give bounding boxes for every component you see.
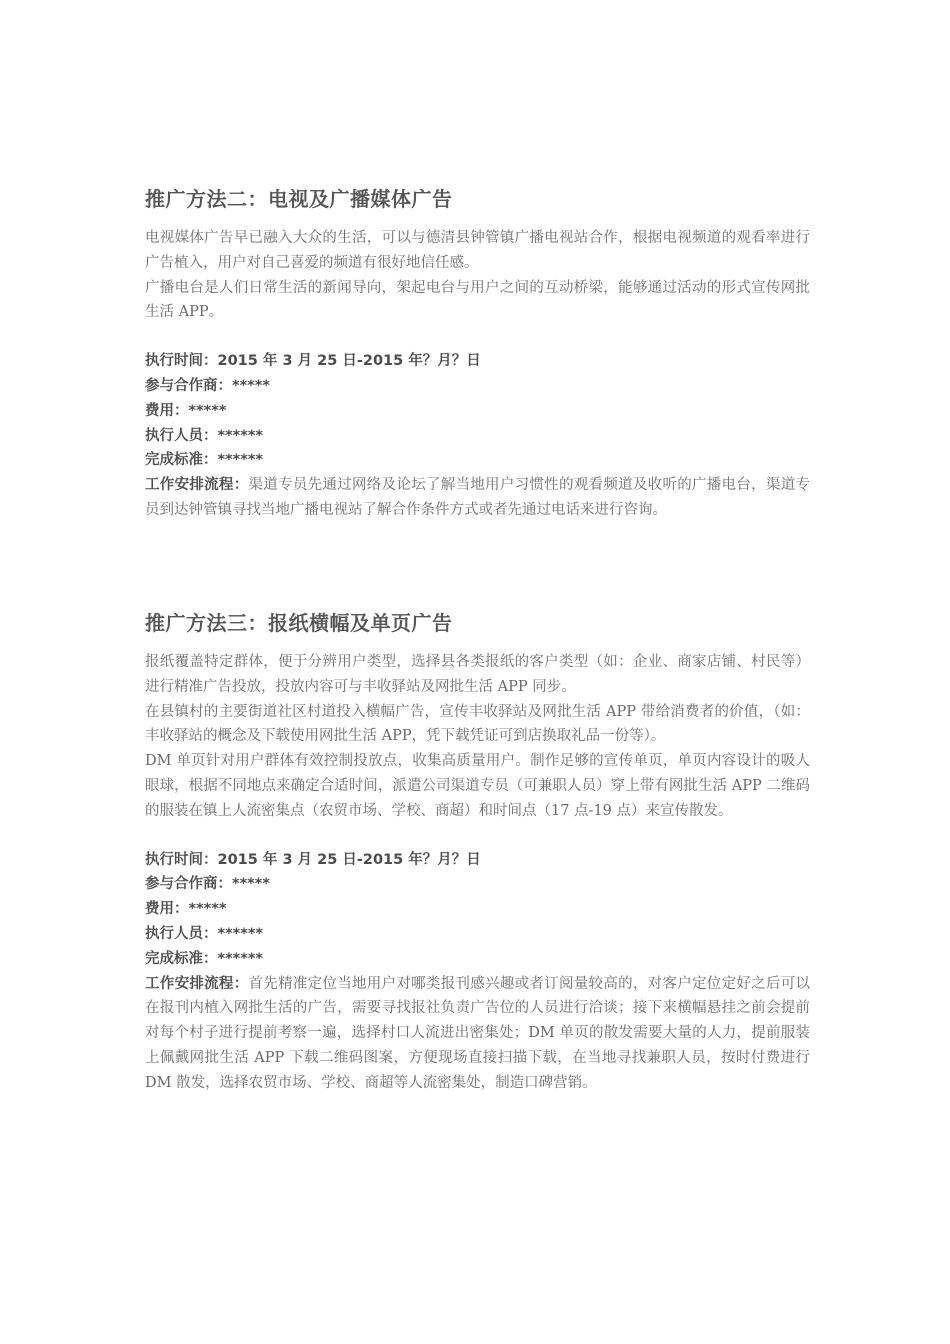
paragraph: 在县镇村的主要街道社区村道投入横幅广告，宣传丰收驿站及网批生活 APP 带给消费者的价值，（如：丰收驿站的概念及下载使用网批生活 APP，凭下载凭证可到店换取礼品一份等）。 [145,703,810,745]
label: 参与合作商： [145,377,232,394]
staff [145,424,810,449]
value: ****** [217,452,263,469]
paragraph: 报纸覆盖特定群体，便于分辨用户类型，选择县各类报纸的客户类型（如：企业、商家店铺、村民等）进行精准广告投放，投放内容可与丰收驿站及网批生活 APP 同步。 [145,654,810,695]
completion-standard [145,947,810,972]
paragraph: DM 单页针对用户群体有效控制投放点，收集高质量用户。制作足够的宣传单页，单页内容设计的吸人眼球，根据不同地点来确定合适时间，派遣公司渠道专员（可兼职人员）穿上带有网批生活 APP 二维码的服装在镇上人流密集点（农贸市场、学校、商超）和时间点（17 点-19 点）来宣传散发。 [145,753,810,819]
value: ***** [232,876,270,893]
work-flow [145,972,810,1096]
label: 执行人员： [145,925,218,942]
label: 工作安排流程： [145,975,249,992]
value: 2015 年 3 月 25 日-2015 年？月？日 [217,353,481,370]
value: ****** [217,925,263,942]
execution-time [145,848,810,873]
label: 完成标准： [145,950,218,967]
paragraph: 广播电台是人们日常生活的新闻导向，架起电台与用户之间的互动桥梁，能够通过活动的形式宣传网批生活 APP。 [145,279,810,321]
label: 执行时间： [145,851,218,868]
value: 渠道专员先通过网络及论坛了解当地用户习惯性的观看频道及收听的广播电台，渠道专员到达钟管镇寻找当地广播电视站了解合作条件方式或者先通过电话来进行咨询。 [145,477,811,518]
paragraph: 电视媒体广告早已融入大众的生活，可以与德清县钟管镇广播电视站合作，根据电视频道的观看率进行广告植入，用户对自己喜爱的频道有很好地信任感。 [145,230,810,271]
label: 费用： [145,901,189,918]
execution-time [145,349,810,374]
execution-details [145,848,810,1096]
value: ***** [232,377,270,394]
execution-details [145,349,810,523]
completion-standard [145,448,810,473]
cost [145,897,810,922]
section-newspaper-banner [145,610,810,1096]
value: 2015 年 3 月 25 日-2015 年？月？日 [217,851,481,868]
value: ****** [217,950,263,967]
section-title: 推广方法二：电视及广播媒体广告 [145,187,453,211]
label: 工作安排流程： [145,477,249,494]
section-tv-radio [145,186,810,523]
label: 费用： [145,402,189,419]
label: 参与合作商： [145,876,232,893]
value: ****** [217,427,263,444]
section-title: 推广方法三：报纸横幅及单页广告 [145,611,453,635]
partner [145,374,810,399]
staff [145,922,810,947]
value: 首先精准定位当地用户对哪类报刊感兴趣或者订阅量较高的，对客户定位定好之后可以在报刊内植入网批生活的广告，需要寻找报社负责广告位的人员进行洽谈；接下来横幅悬挂之前会提前对每个村子进行提前考察一遍，选择村口人流进出密集处；DM 单页的散发需要大量的人力，提前服装上佩戴网批生活 APP 下载二维码图案，方便现场直接扫描下载，在当地寻找兼职人员，按时付费进行 DM 散发，选择农贸市场、学校、商超等人流密集处，制造口碑营销。 [145,975,811,1091]
work-flow [145,473,810,523]
label: 执行时间： [145,353,218,370]
value: ***** [188,901,227,918]
label: 完成标准： [145,452,218,469]
cost [145,399,810,424]
partner [145,872,810,897]
label: 执行人员： [145,427,218,444]
value: ***** [188,402,227,419]
